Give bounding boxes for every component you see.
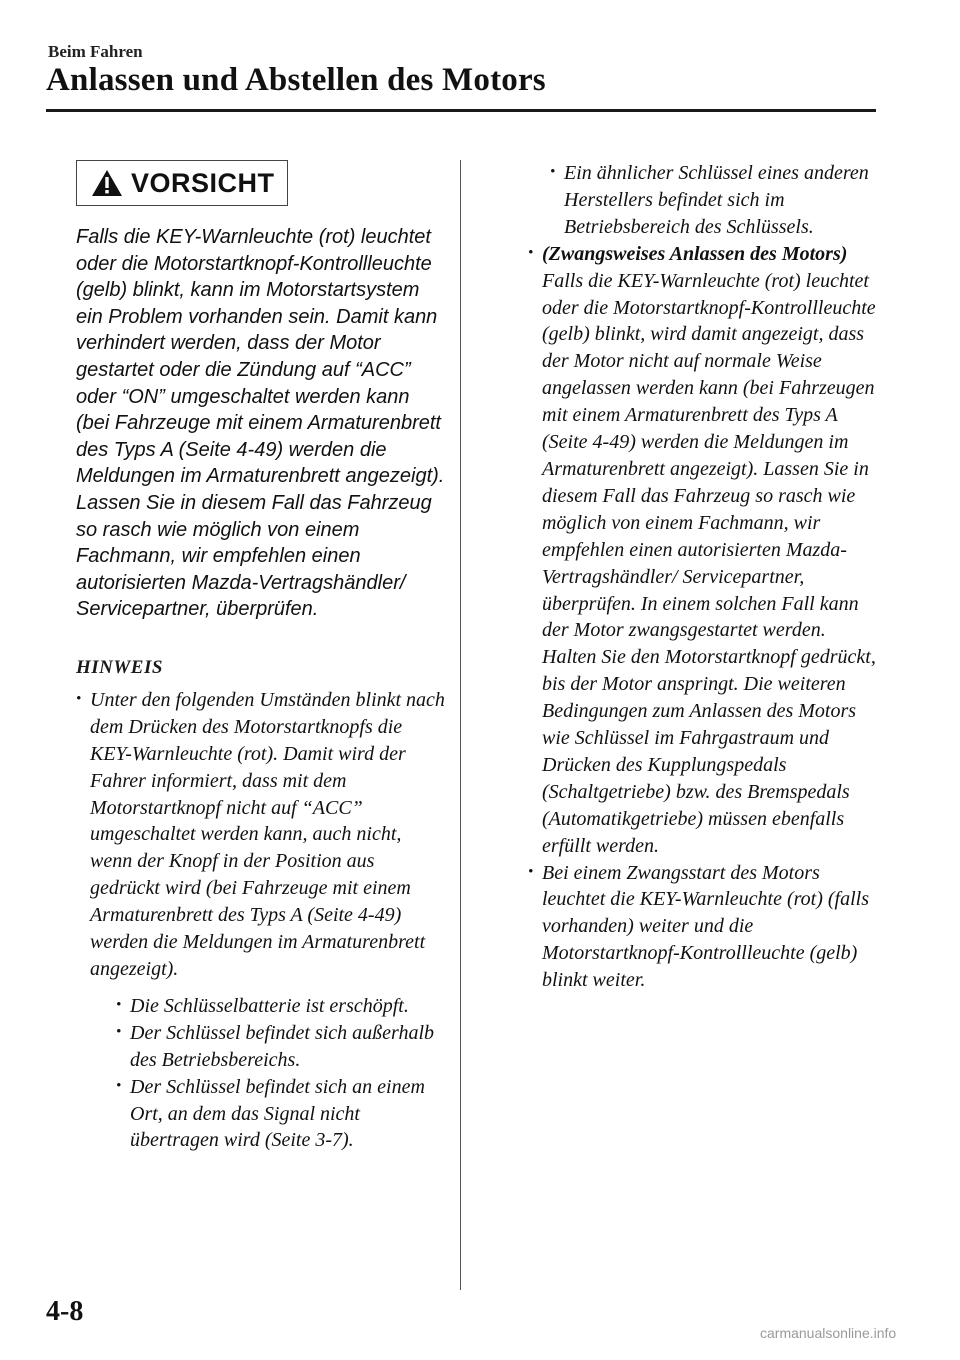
forced-start-text: Falls die KEY-Warnleuchte (rot) leuchtet oder die Motorstartknopf-Kontrollleuchte (gelb) blinkt, wird damit angezeigt, dass der Motor nicht auf normale Weise angelassen werden kann (bei Fahrzeugen mit einem Armaturenbrett des Typs A (Seite 4-49) werden die Meldungen im Armaturenbrett angezeigt). Lassen Sie in diesem Fall das Fahrzeug so rasch wie möglich von einem Fachmann, wir empfehlen einen autorisierten Mazda-Vertragshändler/ Servicepartner, überprüfen. In einem solchen Fall kann der Motor zwangsgestartet werden. Halten Sie den Motorstartknopf gedrückt, bis der Motor anspringt. Die weiteren Bedingungen zum Anlassen des Motors wie Schlüssel im Fahrgastraum und Drücken des Kupplungspedals (Schaltgetriebe) bzw. des Bremspedals (Automatikgetriebe) müssen ebenfalls erfüllt werden. xyxy=(542,269,876,857)
warning-text: Falls die KEY-Warnleuchte (rot) leuchtet oder die Motorstartknopf-Kontrollleuchte (gelb) blinkt, kann im Motorstartsystem ein Problem vorhanden sein. Damit kann verhindert werden, dass der Motor gestartet oder die Zündung auf “ACC” oder “ON” umgeschaltet werden kann (bei Fahrzeuge mit einem Armaturenbrett des Typs A (Seite 4-49) werden die Meldungen im Armaturenbrett angezeigt). Lassen Sie in diesem Fall das Fahrzeug so rasch wie möglich von einem Fachmann, wir empfehlen einen autorisierten Mazda-Vertragshändler/ Servicepartner, überprüfen. xyxy=(76,226,445,621)
list-item: • Die Schlüsselbatterie ist erschöpft. xyxy=(116,993,446,1020)
warning-label: VORSICHT xyxy=(131,167,275,198)
column-divider xyxy=(460,160,461,1290)
right-column xyxy=(528,160,878,994)
page-number: 4-8 xyxy=(46,1296,84,1327)
warning-triangle-icon xyxy=(91,169,123,197)
watermark: carmanualsonline.info xyxy=(760,1325,897,1341)
note-list xyxy=(76,687,446,1154)
header-rule xyxy=(46,109,876,112)
page-title: Anlassen und Abstellen des Motors xyxy=(46,62,546,98)
list-item: • Der Schlüssel befindet sich außerhalb des Betriebsbereichs. xyxy=(116,1020,446,1074)
condition-list xyxy=(116,993,446,1154)
note-intro: • Unter den folgenden Umständen blinkt nach dem Drücken des Motorstartknopfs die KEY-Warnleuchte (rot). Damit wird der Fahrer informiert, dass mit dem Motorstartknopf nicht auf “ACC” umgeschaltet werden kann, auch nicht, wenn der Knopf in der Position aus gedrückt wird (bei Fahrzeuge mit einem Armaturenbrett des Typs A (Seite 4-49) werden die Meldungen im Armaturenbrett angezeigt). xyxy=(90,688,445,980)
header-section-label: Beim Fahren xyxy=(48,42,143,61)
left-column xyxy=(76,160,446,1154)
list-item: • Bei einem Zwangsstart des Motors leuchtet die KEY-Warnleuchte (rot) (falls vorhanden) weiter und die Motorstartknopf-Kontrollleuchte (gelb) blinkt weiter. xyxy=(528,860,878,995)
list-item: • Ein ähnlicher Schlüssel eines anderen Herstellers befindet sich im Betriebsbereich des Schlüssels. xyxy=(550,160,878,241)
forced-start-heading: • (Zwangsweises Anlassen des Motors) xyxy=(542,242,848,265)
list-item: • Der Schlüssel befindet sich an einem Ort, an dem das Signal nicht übertragen wird (Seite 3-7). xyxy=(116,1074,446,1155)
warning-box xyxy=(76,160,288,206)
list-item xyxy=(528,241,878,860)
note-heading: HINWEIS xyxy=(76,656,163,678)
forced-start-list xyxy=(528,241,878,994)
list-item xyxy=(76,687,446,1154)
condition-list-continued xyxy=(550,160,878,241)
